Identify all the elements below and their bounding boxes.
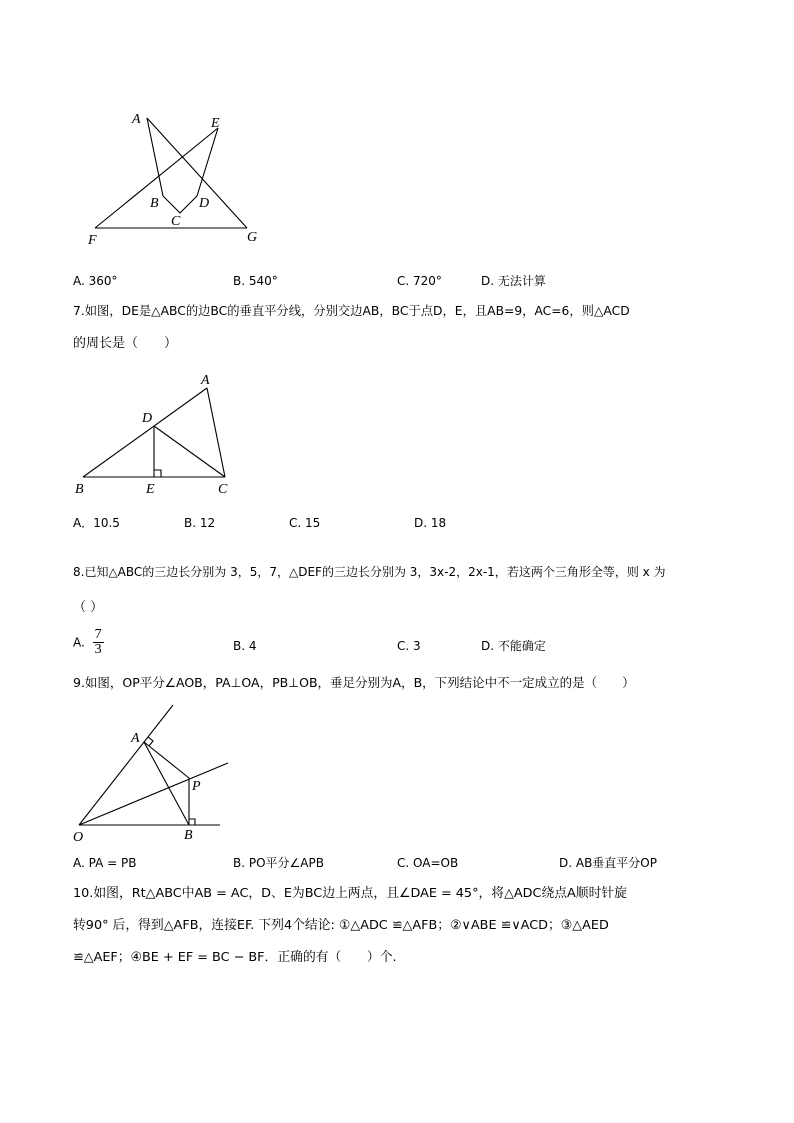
q9-right-angle-b [189, 819, 195, 825]
q9-ray-oa [79, 705, 173, 825]
q9-option-d: D. AB垂直平分OP [559, 856, 657, 870]
q6-label-d: D [199, 196, 210, 211]
q8-option-a-fraction [93, 628, 104, 657]
q7-figure [70, 370, 250, 498]
q6-label-f: F [88, 233, 97, 248]
q9-right-angle-a [148, 737, 153, 746]
q6-label-g: G [247, 230, 258, 245]
q9-label-b: B [184, 828, 193, 843]
q9-stem: 9.如图，OP平分∠AOB，PA⊥OA，PB⊥OB，垂足分别为A，B，下列结论中不一定成立的是（ ） [73, 675, 635, 690]
q8-stem-line2: （ ） [73, 600, 104, 615]
q7-line-ab [83, 388, 207, 477]
q9-ray-op [79, 763, 228, 825]
q8-option-a-label: A. [73, 635, 85, 650]
q7-stem-line2: 的周长是（ ） [73, 336, 178, 351]
q6-figure [80, 108, 280, 248]
q6-option-d: D. 无法计算 [481, 274, 546, 288]
q6-line-ef [95, 128, 218, 228]
q7-line-dc [154, 426, 225, 477]
q10-line1: 10.如图，Rt△ABC中AB = AC，D、E为BC边上两点，且∠DAE = 45°，将△ADC绕点A顺时针旋 [73, 886, 627, 901]
q7-label-a: A [201, 373, 210, 388]
q6-option-b: B. 540° [233, 274, 278, 288]
q7-stem-line1: 7.如图，DE是△ABC的边BC的垂直平分线，分别交边AB，BC于点D，E，且AB=9，AC=6，则△ACD [73, 304, 630, 318]
q9-label-p: P [192, 779, 201, 794]
q7-option-d: D. 18 [414, 516, 447, 530]
q7-line-ac [207, 388, 225, 477]
q6-label-c: C [171, 214, 181, 229]
q7-option-a: A．10.5 [73, 516, 120, 530]
q6-option-c: C. 720° [397, 274, 442, 288]
q7-right-angle [154, 470, 161, 477]
q9-option-a: A. PA = PB [73, 856, 137, 870]
q9-line-ab [144, 742, 189, 825]
q9-label-a: A [131, 731, 140, 746]
q9-line-pa [144, 742, 189, 778]
q7-option-b: B. 12 [184, 516, 216, 530]
q6-label-a: A [132, 112, 141, 127]
q7-label-c: C [218, 482, 228, 497]
q9-label-o: O [73, 830, 84, 845]
q7-label-e: E [146, 482, 155, 497]
q6-label-e: E [211, 116, 220, 131]
q9-option-c: C. OA=OB [397, 856, 459, 870]
q8-option-a-numerator: 7 [94, 627, 102, 642]
q8-option-a-denominator: 3 [94, 642, 102, 657]
q8-option-d: D. 不能确定 [481, 639, 546, 653]
q8-option-a [73, 628, 104, 657]
q8-stem-line1: 8.已知△ABC的三边长分别为 3，5，7，△DEF的三边长分别为 3，3x-2，2x-1，若这两个三角形全等，则 x 为 [73, 565, 666, 579]
q10-line2: 转90° 后，得到△AFB，连接EF. 下列4个结论: ①△ADC ≌△AFB；②∨ABE ≌∨ACD；③△AED [73, 918, 609, 933]
q9-option-b: B. PO平分∠APB [233, 856, 324, 870]
q7-option-c: C. 15 [289, 516, 321, 530]
q7-label-d: D [142, 411, 153, 426]
q10-line3: ≌△AEF；④BE + EF = BC − BF．正确的有（ ）个. [73, 950, 397, 965]
q6-option-a: A. 360° [73, 274, 118, 288]
q8-option-c: C. 3 [397, 639, 421, 653]
q7-label-b: B [75, 482, 84, 497]
q9-figure [70, 700, 240, 845]
q8-option-b: B. 4 [233, 639, 257, 653]
q6-label-b: B [150, 196, 159, 211]
